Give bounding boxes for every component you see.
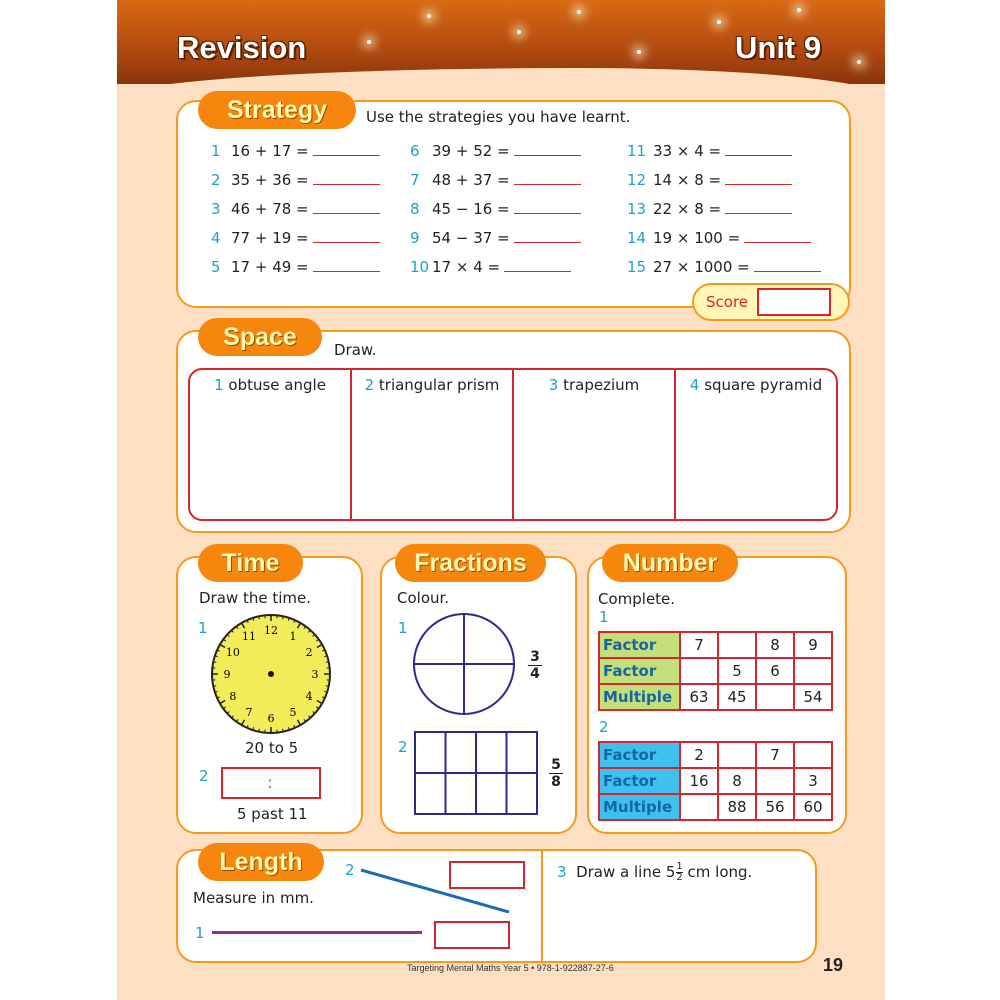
number-instruction: Complete. (598, 590, 676, 608)
time-q2-caption: 5 past 11 (237, 805, 308, 823)
strategy-question: 12 14 × 8 = (627, 170, 792, 189)
length-q3-drawing-area[interactable] (543, 851, 815, 961)
table-cell: 5 (718, 658, 756, 684)
row-label: Factor (599, 742, 680, 768)
answer-blank[interactable] (313, 257, 380, 272)
factor-multiple-table-1 (598, 631, 833, 711)
answer-blank[interactable] (504, 257, 571, 272)
strategy-question: 11 33 × 4 = (627, 141, 792, 160)
space-cell-obtuse-angle[interactable]: 1 obtuse angle (190, 370, 352, 519)
table-cell: 2 (680, 742, 718, 768)
clock-number: 10 (225, 646, 240, 659)
table-cell: 16 (680, 768, 718, 794)
strategy-question: 1 16 + 17 = (211, 141, 380, 160)
strategy-question: 9 54 − 37 = (410, 228, 581, 247)
strategy-tab: Strategy (198, 91, 356, 129)
strategy-question: 3 46 + 78 = (211, 199, 380, 218)
score-label: Score (706, 293, 749, 311)
fraction-three-quarters: 3 4 (528, 649, 542, 682)
table-cell: 6 (756, 658, 794, 684)
table-row (599, 742, 832, 768)
clock-number: 3 (311, 668, 319, 681)
answer-blank[interactable] (514, 228, 581, 243)
length-q2-number: 2 (345, 861, 355, 879)
fraction-circle-quarters[interactable] (412, 612, 516, 716)
answer-blank[interactable] (754, 257, 821, 272)
fraction-rectangle-eighths[interactable] (414, 731, 538, 815)
space-tab: Space (198, 318, 322, 356)
page-number: 19 (823, 955, 844, 975)
table-cell[interactable] (718, 742, 756, 768)
score-box (692, 283, 850, 321)
strategy-question: 4 77 + 19 = (211, 228, 380, 247)
length-q1-number: 1 (195, 924, 205, 942)
table-cell: 3 (794, 768, 832, 794)
row-label: Factor (599, 768, 680, 794)
row-label: Factor (599, 632, 680, 658)
digital-time-box[interactable]: : (221, 767, 321, 799)
time-q1-number: 1 (198, 619, 208, 637)
number-tab: Number (602, 544, 738, 582)
clock-number: 8 (229, 690, 237, 703)
strategy-question: 8 45 − 16 = (410, 199, 581, 218)
answer-blank[interactable] (313, 199, 380, 214)
table-row (599, 658, 832, 684)
time-q2-number: 2 (199, 767, 209, 785)
clock-number: 5 (289, 706, 297, 720)
fractions-q1-number: 1 (398, 619, 408, 637)
space-instruction: Draw. (334, 341, 377, 359)
purple-line (212, 931, 422, 934)
footer-text: Targeting Mental Maths Year 5 • 978-1-922887-27-6 (407, 963, 614, 973)
table-cell: 8 (718, 768, 756, 794)
answer-blank[interactable] (725, 170, 792, 185)
answer-blank[interactable] (313, 170, 380, 185)
row-label: Multiple (599, 794, 680, 820)
fractions-instruction: Colour. (397, 589, 450, 607)
answer-blank[interactable] (725, 141, 792, 156)
strategy-question: 6 39 + 52 = (410, 141, 581, 160)
length-q2-answer-box[interactable] (449, 861, 525, 889)
strategy-question: 14 19 × 100 = (627, 228, 811, 247)
table-cell: 63 (680, 684, 718, 710)
unit-title: Unit 9 (735, 30, 822, 65)
time-instruction: Draw the time. (199, 589, 311, 607)
clock-number: 7 (245, 706, 253, 720)
revision-title: Revision (177, 30, 307, 65)
table-cell: 8 (756, 632, 794, 658)
fraction-five-eighths: 5 8 (549, 757, 563, 790)
clock-number: 6 (267, 712, 275, 725)
clock-number: 9 (223, 668, 231, 681)
score-input[interactable] (757, 288, 831, 316)
table-cell[interactable] (794, 742, 832, 768)
answer-blank[interactable] (514, 170, 581, 185)
answer-blank[interactable] (725, 199, 792, 214)
table-cell[interactable] (756, 684, 794, 710)
answer-blank[interactable] (514, 199, 581, 214)
space-drawing-grid (188, 368, 838, 521)
number-table2-number: 2 (599, 718, 609, 736)
number-table1-number: 1 (599, 608, 609, 626)
clock-number: 2 (305, 646, 313, 659)
time-q1-caption: 20 to 5 (245, 739, 299, 757)
table-cell[interactable] (794, 658, 832, 684)
answer-blank[interactable] (313, 141, 380, 156)
answer-blank[interactable] (313, 228, 380, 243)
strategy-question: 13 22 × 8 = (627, 199, 792, 218)
clock-face[interactable] (208, 611, 334, 737)
table-cell[interactable] (680, 658, 718, 684)
table-cell[interactable] (718, 632, 756, 658)
strategy-question: 10 17 × 4 = (410, 257, 571, 276)
table-row (599, 794, 832, 820)
length-q3-text: 3 Draw a line 5 $\frac{1}{2}$ cm long. (557, 861, 753, 883)
strategy-question: 7 48 + 37 = (410, 170, 581, 189)
fractions-tab: Fractions (395, 544, 546, 582)
length-instruction: Measure in mm. (193, 889, 314, 907)
table-cell[interactable] (680, 794, 718, 820)
length-q1-answer-box[interactable] (434, 921, 510, 949)
clock-number: 11 (242, 629, 256, 643)
clock-number: 4 (305, 690, 313, 703)
answer-blank[interactable] (514, 141, 581, 156)
table-cell[interactable] (756, 768, 794, 794)
table-row (599, 632, 832, 658)
clock-number: 1 (289, 629, 297, 643)
table-row (599, 768, 832, 794)
answer-blank[interactable] (744, 228, 811, 243)
time-tab: Time (198, 544, 303, 582)
table-cell: 54 (794, 684, 832, 710)
strategy-question: 5 17 + 49 = (211, 257, 380, 276)
strategy-question: 2 35 + 36 = (211, 170, 380, 189)
space-cell-triangular-prism[interactable]: 2 triangular prism (352, 370, 514, 519)
table-cell: 45 (718, 684, 756, 710)
length-tab: Length (198, 843, 324, 881)
table-cell: 60 (794, 794, 832, 820)
worksheet-page (117, 0, 885, 1000)
table-cell: 7 (680, 632, 718, 658)
row-label: Factor (599, 658, 680, 684)
table-cell: 7 (756, 742, 794, 768)
table-row (599, 684, 832, 710)
fractions-q2-number: 2 (398, 738, 408, 756)
table-cell: 56 (756, 794, 794, 820)
table-cell: 88 (718, 794, 756, 820)
space-cell-trapezium[interactable]: 3 trapezium (514, 370, 676, 519)
strategy-question: 15 27 × 1000 = (627, 257, 821, 276)
table-cell: 9 (794, 632, 832, 658)
header-banner (117, 0, 885, 84)
space-cell-square-pyramid[interactable]: 4 square pyramid (689, 376, 823, 394)
factor-multiple-table-2 (598, 741, 833, 821)
clock-number: 12 (264, 624, 278, 637)
strategy-instruction: Use the strategies you have learnt. (366, 108, 631, 126)
row-label: Multiple (599, 684, 680, 710)
